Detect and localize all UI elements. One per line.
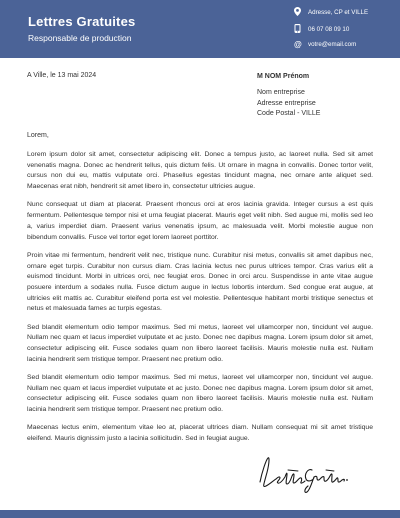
body-paragraph: Nunc consequat ut diam at placerat. Praesent rhoncus orci at eros lacinia gravida. Integer cursus a est quis fermentum. Pellentesque tempor nisi et urna feugiat placerat. Mauris eget velit nibh. Sed augue mi, mollis sed leo a, varius imperdiet diam. Praesent varius venenatis ipsum, ac malesuada velit. Morbi molestie augue non bibendum convallis. Fusce vel tortor eget lorem laoreet porttitor. [27, 201, 373, 241]
contact-phone [294, 24, 349, 35]
at-sign-icon: @ [294, 40, 302, 49]
phone-text: 06 07 08 09 10 [308, 26, 350, 33]
letter-body [27, 150, 373, 452]
body-paragraph: Sed blandit elementum odio tempor maximus. Sed mi metus, laoreet vel ullamcorper non, tincidunt vel augue. Nullam nec quam et lacus imperdiet vulputate et ac justo. Donec nec dapibus magna. Lorem ipsum dolor sit amet, consectetur adipiscing elit. Fusce sodales quam non libero laoreet facilisis. Mauris molestie nulla est. Nullam lacinia hendrerit sem tristique tempor. Praesent nec pretium odio. [27, 374, 373, 414]
footer-bar [0, 510, 400, 518]
location-pin-icon [294, 7, 306, 18]
header-banner [0, 0, 400, 58]
phone-icon [294, 24, 306, 35]
sender-job-title: Responsable de production [28, 33, 132, 43]
recipient-block [257, 72, 320, 120]
salutation: Lorem, [27, 132, 49, 139]
address-text: Adresse, CP et VILLE [308, 9, 369, 16]
body-paragraph: Maecenas lectus enim, elementum vitae leo at, placerat ultrices diam. Nullam consequat mi sit amet tristique eleifend. Mauris dignissim justo a lacinia sollicitudin. Sed in feugiat augue. [27, 424, 373, 443]
body-paragraph: Sed blandit elementum odio tempor maximus. Sed mi metus, laoreet vel ullamcorper non, tincidunt vel augue. Nullam nec quam et lacus imperdiet vulputate et ac justo. Donec nec dapibus magna. Lorem ipsum dolor sit amet, consectetur adipiscing elit. Fusce sodales quam non libero laoreet facilisis. Mauris molestie nulla est. Nullam lacinia hendrerit sem tristique tempor. Praesent nec pretium odio. [27, 323, 373, 363]
sender-name: Lettres Gratuites [28, 14, 136, 29]
place-date: A Ville, le 13 mai 2024 [27, 72, 97, 79]
recipient-postal: Code Postal - VILLE [257, 110, 321, 118]
contact-email [294, 40, 356, 49]
body-paragraph: Lorem ipsum dolor sit amet, consectetur adipiscing elit. Donec a tempus justo, ac laoreet nulla. Sed sit amet venenatis magna. Donec ac hendrerit tellus, quis dictum felis. Ut ornare in magna in convallis. Donec tortor velit, cursus non dui eu, mattis vulputate orci. Phasellus egestas tincidunt magna, nec ornare ante aliquet sed. Maecenas erat nibh, hendrerit sit amet libero in, consectetur ultricies augue. [27, 151, 373, 191]
recipient-address: Adresse entreprise [257, 99, 316, 107]
recipient-name: M NOM Prénom [257, 73, 310, 80]
email-text: votre@email.com [308, 41, 357, 48]
body-paragraph: Proin vitae mi fermentum, hendrerit velit nec, tristique nunc. Curabitur nisi metus, convallis sit amet dapibus nec, ornare eget turpis. Curabitur non cursus diam. Cras lacinia lectus nec purus ultrices tempor. Cras varius elit a euismod tincidunt. Morbi in ultrices orci, nec feugiat eros. Donec in orci arcu. Suspendisse in ante vitae augue posuere interdum a sodales nulla. Fusce dictum augue in lectus lobortis interdum. Sed congue erat augue, at ultricies elit mattis ac. Curabitur eleifend porta est vel molestie. Pellentesque habitant morbi tristique senectus et netus et malesuada fames ac turpis egestas. [27, 251, 373, 313]
recipient-company: Nom entreprise [257, 88, 305, 96]
handwritten-signature [252, 452, 352, 496]
contact-address [294, 7, 368, 18]
